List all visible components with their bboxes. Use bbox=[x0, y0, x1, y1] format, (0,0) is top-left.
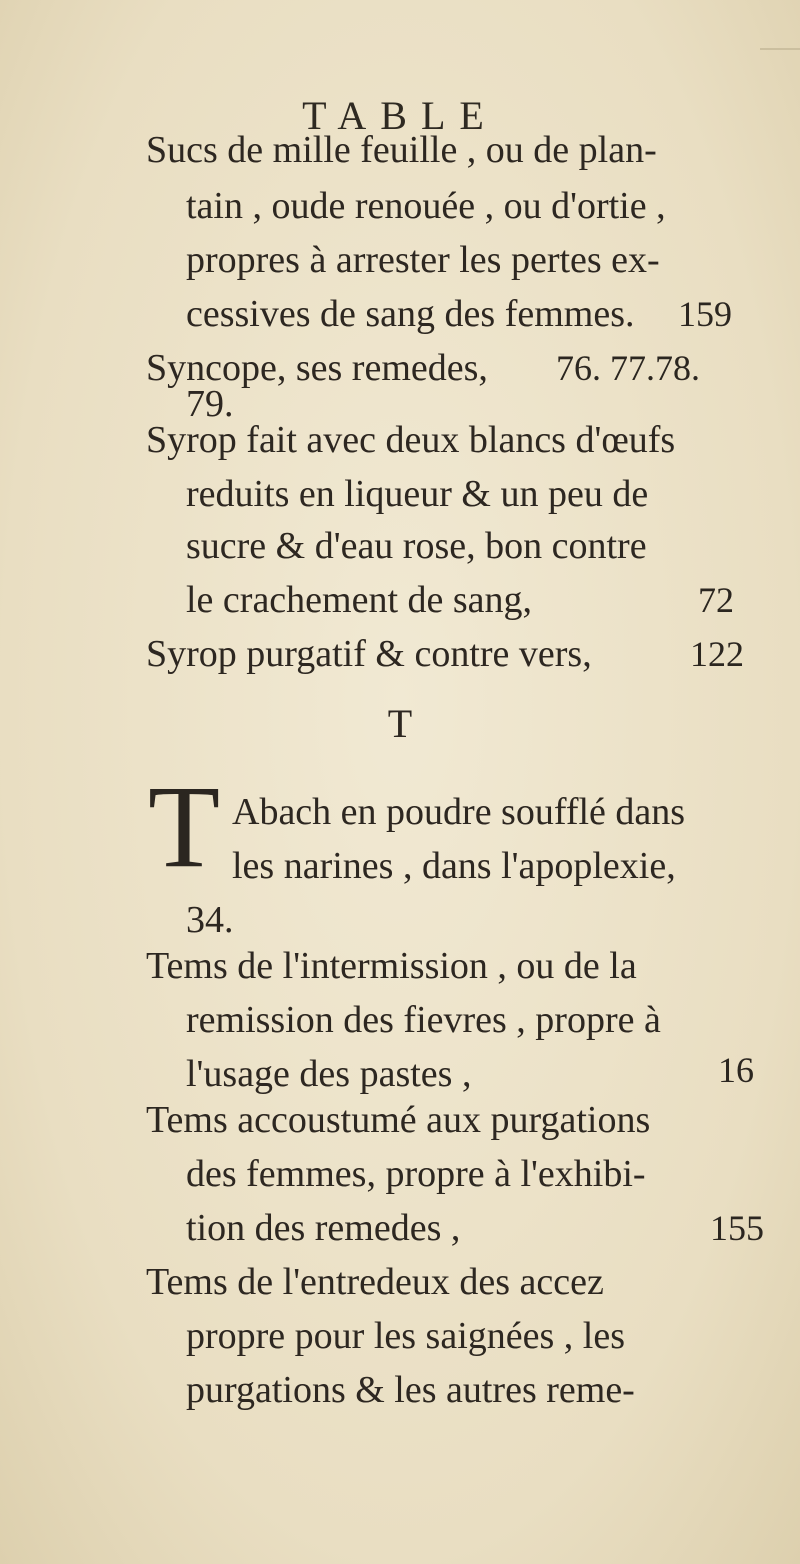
entry-line: Tems de l'entredeux des accez bbox=[146, 1261, 604, 1303]
page-reference: 155 bbox=[710, 1208, 764, 1248]
page-reference: 159 bbox=[678, 294, 732, 334]
entry-line: reduits en liqueur & un peu de bbox=[186, 473, 649, 515]
entry-line: le crachement de sang, bbox=[186, 579, 533, 621]
entry-line: purgations & les autres reme- bbox=[186, 1369, 635, 1411]
entry-line: les narines , dans l'apoplexie, bbox=[232, 845, 676, 887]
entry-line: Sucs de mille feuille , ou de plan- bbox=[146, 129, 657, 171]
entry-line: remission des fievres , propre à bbox=[186, 999, 661, 1041]
entry-line: l'usage des pastes , bbox=[186, 1053, 472, 1095]
entry-line: Tems de l'intermission , ou de la bbox=[146, 945, 637, 987]
entry-line: cessives de sang des femmes. bbox=[186, 293, 635, 335]
section-letter: T bbox=[387, 701, 413, 746]
page-header-title: TABLE bbox=[302, 93, 498, 138]
entry-line: propre pour les saignées , les bbox=[186, 1315, 625, 1357]
page-reference: 72 bbox=[698, 580, 734, 620]
entry-line: propres à arrester les pertes ex- bbox=[186, 239, 660, 281]
entry-line: Tems accoustumé aux purgations bbox=[146, 1099, 651, 1141]
page-reference: 16 bbox=[718, 1050, 754, 1090]
entry-line: Syrop fait avec deux blancs d'œufs bbox=[146, 419, 676, 461]
entry-line: Abach en poudre soufflé dans bbox=[232, 791, 686, 833]
drop-cap: T bbox=[148, 761, 221, 892]
entry-line: sucre & d'eau rose, bon contre bbox=[186, 525, 647, 567]
entry-line: Syncope, ses remedes, bbox=[146, 347, 488, 389]
entry-line: tion des remedes , bbox=[186, 1207, 461, 1249]
entry-line: tain , oude renouée , ou d'ortie , bbox=[186, 185, 666, 227]
entry-line: des femmes, propre à l'exhibi- bbox=[186, 1153, 646, 1195]
page-reference: 122 bbox=[690, 634, 744, 674]
entry-line: 79. bbox=[186, 383, 234, 425]
entry-line: 34. bbox=[186, 899, 234, 941]
page-reference: 76. 77.78. bbox=[556, 348, 700, 388]
page-edge-rule bbox=[760, 48, 800, 50]
entry-line: Syrop purgatif & contre vers, bbox=[146, 633, 592, 675]
